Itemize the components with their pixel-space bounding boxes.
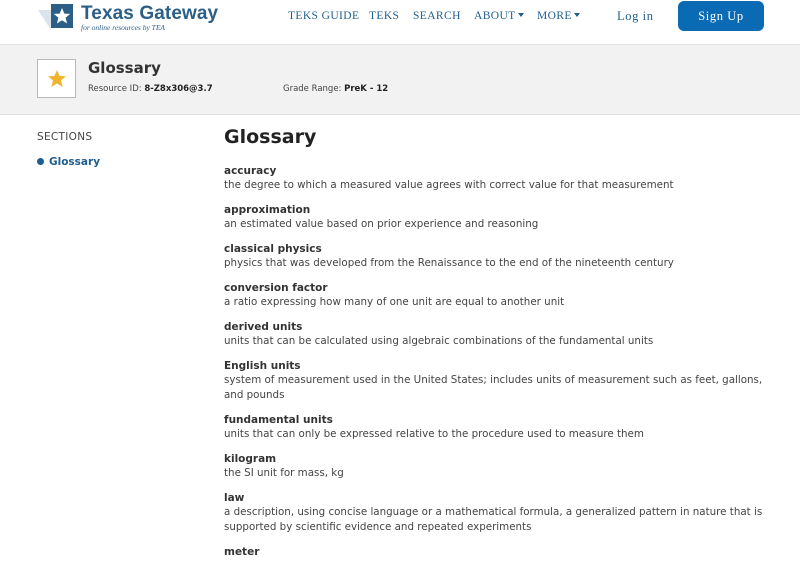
sections-heading: SECTIONS — [37, 131, 93, 143]
glossary-term — [224, 359, 764, 403]
glossary-term — [224, 281, 764, 310]
term-definition: a ratio expressing how many of one unit are equal to another unit — [224, 296, 565, 308]
page-title: Glossary — [224, 126, 317, 148]
term-name: classical physics — [224, 243, 322, 255]
resource-header — [0, 45, 800, 115]
logo-star-icon — [38, 2, 76, 30]
glossary-term — [224, 242, 764, 271]
logo-subtitle: for online resources by TEA — [81, 23, 166, 32]
nav-teks-guide[interactable] — [288, 10, 359, 22]
term-definition: a description, using concise language or a mathematical formula, a generalized pattern in nature that is supported by scientific evidence and repeated experiments — [224, 506, 763, 533]
grade-range-value: PreK - 12 — [344, 84, 389, 94]
nav-about-dropdown[interactable] — [474, 10, 524, 22]
term-definition: physics that was developed from the Renaissance to the end of the nineteenth century — [224, 257, 674, 269]
glossary-term — [224, 413, 764, 442]
resource-thumbnail — [37, 59, 76, 98]
nav-label: MORE — [537, 10, 572, 22]
term-name: meter — [224, 546, 260, 558]
term-definition: the degree to which a measured value agrees with correct value for that measurement — [224, 179, 674, 191]
term-name: conversion factor — [224, 282, 328, 294]
resource-id-value: 8-Z8x306@3.7 — [144, 84, 213, 94]
glossary-term — [224, 545, 764, 559]
chevron-down-icon — [518, 13, 524, 17]
term-name: accuracy — [224, 165, 277, 177]
glossary-term — [224, 491, 764, 535]
grade-range-label: Grade Range: — [283, 84, 342, 94]
glossary-term — [224, 203, 764, 232]
term-definition: an estimated value based on prior experience and reasoning — [224, 218, 539, 230]
glossary-term — [224, 164, 764, 193]
glossary-term — [224, 452, 764, 481]
nav-label: TEKS — [369, 10, 400, 22]
term-name: fundamental units — [224, 414, 333, 426]
chevron-down-icon — [574, 13, 580, 17]
login-link[interactable]: Log in — [617, 9, 654, 23]
term-definition: units that can be calculated using algebraic combinations of the fundamental units — [224, 335, 654, 347]
top-navigation-bar — [0, 0, 800, 45]
nav-label: SEARCH — [413, 10, 461, 22]
nav-teks[interactable] — [369, 10, 399, 22]
resource-id — [88, 84, 213, 94]
term-name: English units — [224, 360, 301, 372]
signup-button[interactable]: Sign Up — [678, 1, 764, 31]
logo-title: Texas Gateway — [81, 3, 219, 24]
term-definition: system of measurement used in the United States; includes units of measurement such as feet, gallons, and pounds — [224, 374, 763, 401]
nav-more-dropdown[interactable] — [537, 10, 580, 22]
term-definition: the SI unit for mass, kg — [224, 467, 344, 479]
sidebar-item-label: Glossary — [49, 156, 101, 168]
sidebar-item-glossary[interactable] — [37, 156, 100, 168]
glossary-content — [224, 126, 764, 569]
texas-gateway-logo[interactable] — [38, 2, 228, 32]
nav-label: TEKS GUIDE — [288, 10, 360, 22]
bullet-dot-icon — [37, 158, 44, 165]
term-name: law — [224, 492, 245, 504]
term-definition: units that can only be expressed relative to the procedure used to measure them — [224, 428, 644, 440]
term-name: kilogram — [224, 453, 277, 465]
resource-title: Glossary — [88, 59, 161, 77]
term-name: derived units — [224, 321, 303, 333]
glossary-term-list — [224, 164, 764, 559]
term-name: approximation — [224, 204, 311, 216]
glossary-term — [224, 320, 764, 349]
star-icon — [47, 69, 67, 89]
grade-range — [283, 84, 388, 94]
nav-label: ABOUT — [474, 10, 516, 22]
nav-search[interactable] — [413, 10, 461, 22]
resource-id-label: Resource ID: — [88, 84, 142, 94]
